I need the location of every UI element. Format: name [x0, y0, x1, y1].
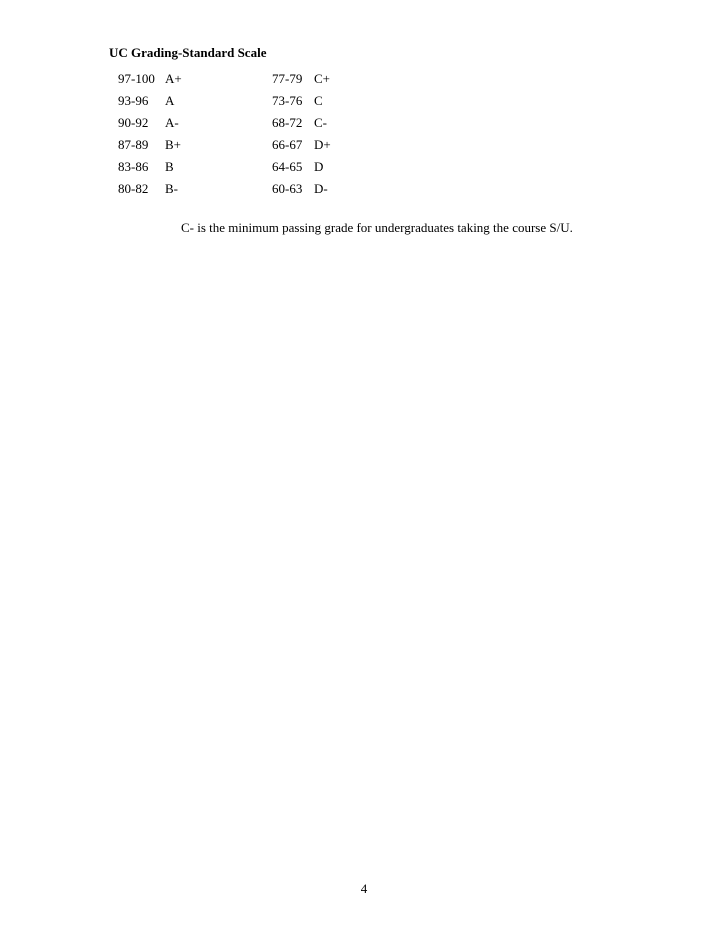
score-range: 60-63 [272, 181, 303, 196]
letter-grade: A [165, 93, 175, 108]
letter-grade: D- [314, 181, 328, 196]
grade-row [272, 90, 331, 112]
score-range: 64-65 [272, 159, 303, 174]
grade-row [118, 156, 182, 178]
grade-row [118, 90, 182, 112]
page-number: 4 [360, 881, 368, 896]
grade-row [118, 134, 182, 156]
score-range: 97-100 [118, 71, 155, 86]
grade-row [272, 178, 331, 200]
score-range: 77-79 [272, 71, 303, 86]
letter-grade: C [314, 93, 323, 108]
grade-row [118, 68, 182, 90]
grade-row [272, 112, 331, 134]
score-range: 80-82 [118, 181, 149, 196]
grade-row [272, 156, 331, 178]
section-heading: UC Grading-Standard Scale [109, 45, 267, 60]
letter-grade: C- [314, 115, 327, 130]
grade-scale-right-column [272, 68, 331, 200]
score-range: 93-96 [118, 93, 149, 108]
score-range: 66-67 [272, 137, 303, 152]
grade-scale-left-column [118, 68, 182, 200]
grade-row [272, 68, 331, 90]
passing-grade-note: C- is the minimum passing grade for undergraduates taking the course S/U. [181, 220, 573, 235]
grade-row [118, 178, 182, 200]
score-range: 87-89 [118, 137, 149, 152]
letter-grade: D [314, 159, 324, 174]
letter-grade: B+ [165, 137, 182, 152]
score-range: 83-86 [118, 159, 149, 174]
letter-grade: A+ [165, 71, 182, 86]
letter-grade: A- [165, 115, 179, 130]
letter-grade: B- [165, 181, 178, 196]
grade-row [118, 112, 182, 134]
score-range: 90-92 [118, 115, 149, 130]
score-range: 73-76 [272, 93, 303, 108]
letter-grade: C+ [314, 71, 331, 86]
letter-grade: B [165, 159, 174, 174]
score-range: 68-72 [272, 115, 303, 130]
letter-grade: D+ [314, 137, 331, 152]
grade-row [272, 134, 331, 156]
